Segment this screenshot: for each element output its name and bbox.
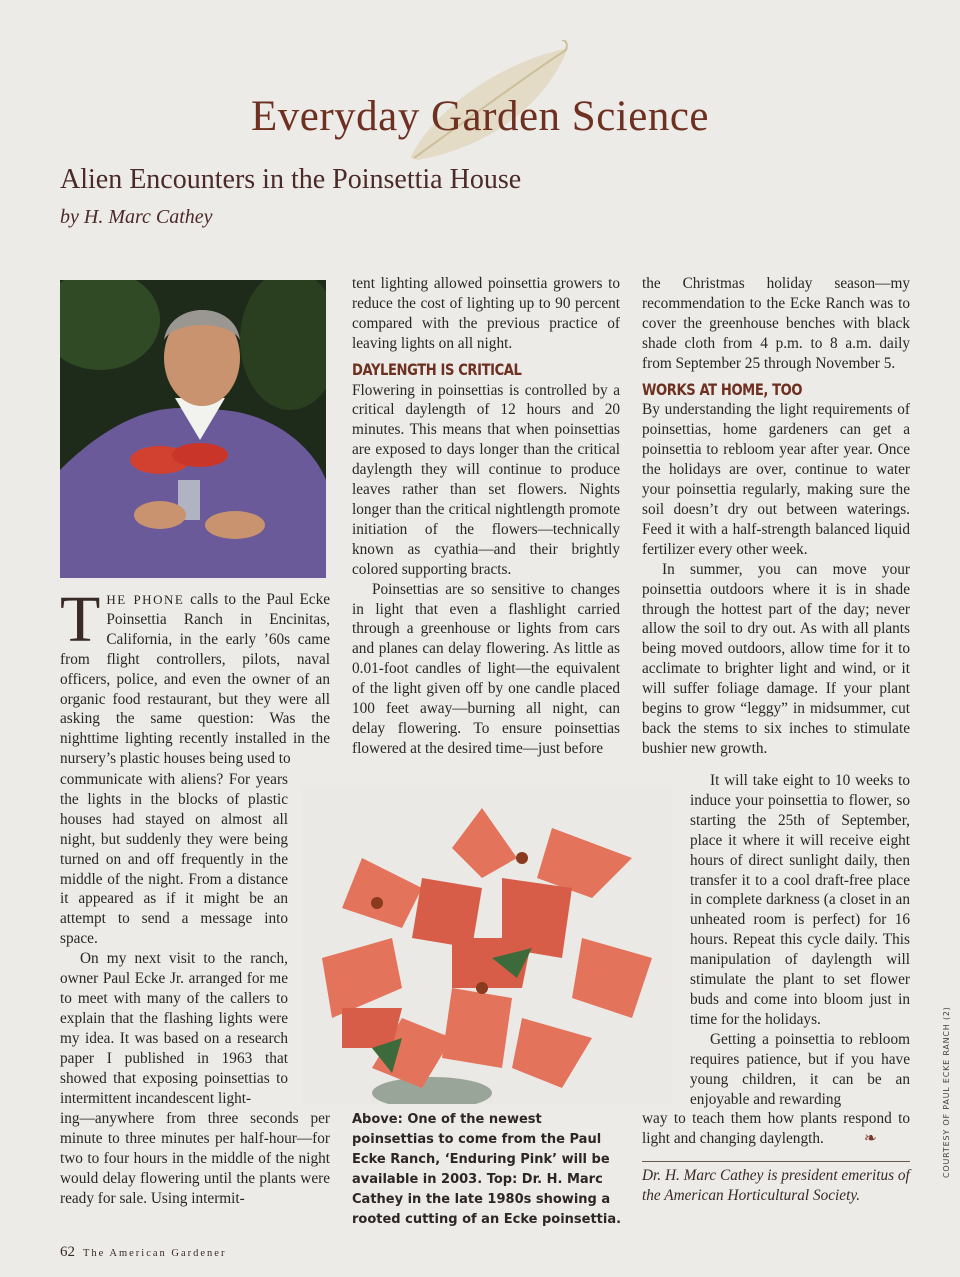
column-3-top: [642, 274, 910, 759]
paragraph: the Christmas holiday season—my recommendation to the Ecke Ranch was to cover the greenhouse benches with black shade cloth from 4 p.m. to 8 a.m. daily from September 25 through November 5.: [642, 275, 910, 372]
paragraph: It will take eight to 10 weeks to induce your poinsettia to flower, so starting the 25th of September, place it where it will receive eight hours of direct sunlight daily, then transfer it to a cool draft-free place in complete darkness (a closet in an unheated room is perfect) for 16 hours. Repeat this cycle daily. This manipulation of daylength will stimulate the plant to set flower buds and come into bloom just in time for the holidays.: [690, 772, 910, 1028]
paragraph: ing—anywhere from three seconds per minute to three minutes per half-hour—for two to four hours in the middle of the night would delay flowering until the plants were ready for sale. Using intermit-: [60, 1110, 330, 1207]
column-1-bottom: [60, 1109, 330, 1209]
end-mark-icon: ❧: [863, 1129, 877, 1147]
paragraph: calls to the Paul Ecke Poinsettia Ranch in Encinitas, California, in the early ’60s came from flight controllers, pilots, naval officers, police, and even the owner of an organic food restaurant, but they were all asking the same question: Was the nighttime lighting recently installed in the nursery’s plastic houses being used to: [60, 591, 331, 768]
photo-credit: COURTESY OF PAUL ECKE RANCH (2): [942, 1006, 951, 1178]
magazine-name: The American Gardener: [83, 1248, 227, 1259]
photo-caption: Above: One of the newest poinsettias to come from the Paul Ecke Ranch, ‘Enduring Pink’ will be available in 2003. Top: Dr. H. Marc Cathey in the late 1980s showing a rooted cutting of an Ecke poinsettia.: [352, 1112, 622, 1227]
paragraph: On my next visit to the ranch, owner Paul Ecke Jr. arranged for me to meet with many of the callers to explain that the flashing lights were my idea. It was based on a research paper I published in 1963 that showed that exposing poinsettias to intermittent incandescent light-: [60, 950, 288, 1107]
divider: [642, 1161, 910, 1162]
series-title: Everyday Garden Science: [250, 93, 709, 140]
lead-in-caps: HE PHONE: [106, 592, 185, 607]
paragraph: Getting a poinsettia to rebloom requires patience, but if you have young children, it can be an enjoyable and rewarding: [690, 1030, 910, 1108]
paragraph: By understanding the light requirements of poinsettias, home gardeners can get a poinsettia to rebloom year after year. Once the holidays are over, continue to water your poinsettia regularly, making sure the soil doesn’t dry out between waterings. Feed it with a half-strength balanced liquid fertilizer every other week.: [642, 401, 910, 558]
paragraph: In summer, you can move your poinsettia outdoors where it is in shade through the hottest part of the day; never allow the soil to dry out. As with all plants being moved outdoors, allow time for it to acclimate to brighter light and wind, or it will suffer foliage damage. If your plant begins to grow “leggy” in midsummer, cut back the stems to six inches to stimulate bushier new growth.: [642, 560, 910, 757]
portrait-photo: [60, 280, 326, 578]
paragraph: Poinsettias are so sensitive to changes in light that even a flashlight carried through a greenhouse or lights from cars and planes can delay flowering. As little as 0.01-foot candles of light—the equivalent of the light given off by one candle placed 100 feet away—burning all night, can delay flowering. To ensure poinsettias flowered at the desired time—just before: [352, 580, 620, 757]
poinsettia-photo: [302, 788, 672, 1104]
column-2: [352, 274, 620, 759]
column-3-middle: [690, 771, 910, 1109]
article-title: Alien Encounters in the Poinsettia House: [60, 164, 522, 195]
paragraph: way to teach them how plants respond to light and changing daylength.: [642, 1110, 910, 1147]
byline: by H. Marc Cathey: [60, 206, 213, 228]
column-1-top: [60, 583, 331, 769]
column-3-bottom: [642, 1109, 910, 1149]
paragraph: tent lighting allowed poinsettia growers to reduce the cost of lighting up to 90 percent compared with the previous practice of leaving lights on all night.: [352, 275, 620, 352]
page-number: 62: [60, 1244, 75, 1260]
paragraph: Flowering in poinsettias is controlled by a critical daylength of 12 hours and 20 minutes. This means that when poinsettias are exposed to days longer than the critical daylength they will continue to produce leaves rather than set flowers. Nights longer than the critical nightlength promote initiation of the flowers—technically known as cyathia—and their brightly colored supporting bracts.: [352, 381, 620, 578]
section-heading: WORKS AT HOME, TOO: [642, 379, 803, 399]
author-bio: Dr. H. Marc Cathey is president emeritus of the American Horticultural Society.: [642, 1167, 910, 1204]
column-1-middle: [60, 770, 288, 1108]
section-heading: DAYLENGTH IS CRITICAL: [352, 359, 522, 379]
paragraph: communicate with aliens? For years the lights in the blocks of plastic houses had stayed on almost all night, but suddenly they were being turned on and off frequently in the middle of the night. From a distance it appeared as if it might be an attempt to send a message into space.: [60, 771, 288, 948]
page-footer: [60, 1244, 226, 1261]
drop-cap: T: [60, 583, 101, 656]
